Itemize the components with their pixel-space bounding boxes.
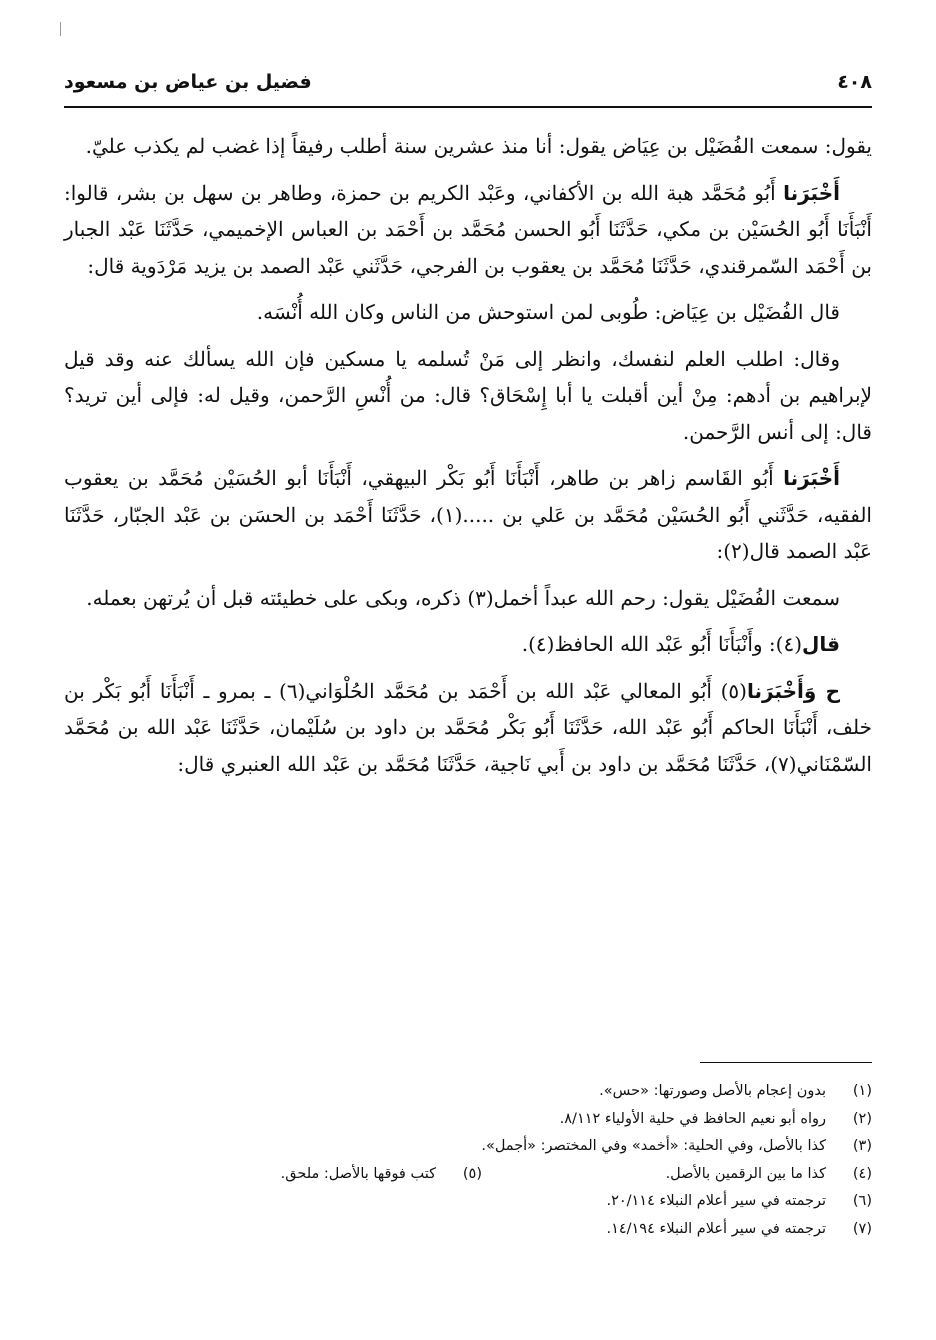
footnote-number: (١) xyxy=(852,1083,872,1099)
footnote-number: (٥) xyxy=(462,1165,482,1182)
paragraph xyxy=(64,341,872,451)
footnote-number: (٧) xyxy=(852,1220,872,1237)
footnote-number: (٦) xyxy=(852,1193,872,1209)
paragraph-lead: أَخْبَرَنا xyxy=(783,180,840,205)
margin-mark xyxy=(60,22,61,36)
footnote-row xyxy=(64,1216,872,1244)
paragraph-text: يقول: سمعت الفُضَيْل بن عِيَاض يقول: أنا منذ عشرين سنة أطلب رفيقاً إذا غضب لم يكذب عليّ. xyxy=(85,134,872,158)
footnote-row xyxy=(64,1078,872,1106)
paragraph-lead: أَخْبَرَنا xyxy=(783,466,840,490)
footnote-text: ترجمته في سير أعلام النبلاء ٢٠/١١٤. xyxy=(606,1193,826,1209)
footnote-text: كذا ما بين الرقمين بالأصل. xyxy=(665,1165,826,1182)
paragraph-text: قال الفُضَيْل بن عِيَاض: طُوبى لمن استوحش من الناس وكان الله أُنْسَه. xyxy=(256,300,840,324)
footnote-text: كذا بالأصل، وفي الحلية: «أخمد» وفي المختصر: «أجمل». xyxy=(481,1138,826,1154)
page-number: ٤٠٨ xyxy=(837,71,872,93)
footnote-row xyxy=(64,1188,872,1216)
paragraph xyxy=(64,626,872,663)
footnotes xyxy=(64,1078,872,1243)
footnote-text: كتب فوقها بالأصل: ملحق. xyxy=(280,1165,436,1182)
footnote xyxy=(599,1078,872,1106)
paragraph xyxy=(64,294,872,331)
paragraph-lead: ح وَأَخْبَرَنا xyxy=(746,678,840,703)
paragraph-text: (٥) أَبُو المعالي عَبْد الله بن أَحْمَد بن مُحَمَّد الحُلْوَاني(٦) ـ بمرو ـ أَنْبَأَنَا أَبُو بَكْر بن خلف، أَنْبَأَنَا الحاكم أَبُو عَبْد الله، حَدَّثَنَا أَبُو بَكْر مُحَمَّد بن داود بن سُلَيْمان، حَدَّثَنَا عَبْد الله بن مُحَمَّد السّمْنَاني(٧)، حَدَّثَنَا مُحَمَّد بن داود بن أَبي نَاجية، حَدَّثَنَا مُحَمَّد بن عَبْد الله العنبري قال: xyxy=(64,678,872,776)
footnote-text: بدون إعجام بالأصل وصورتها: «حس». xyxy=(599,1083,826,1099)
header-rule xyxy=(64,106,872,108)
paragraph-text: (٤): وأَنْبَأَنَا أَبُو عَبْد الله الحافظ(٤). xyxy=(521,632,803,656)
footnote-row xyxy=(64,1106,872,1134)
paragraph xyxy=(64,580,872,617)
running-title: فضيل بن عياض بن مسعود xyxy=(64,71,312,93)
footnote-number: (٣) xyxy=(852,1138,872,1154)
footnote-row xyxy=(64,1133,872,1161)
footnote-text: رواه أبو نعيم الحافظ في حلية الأولياء ٨/١١٢. xyxy=(559,1110,826,1127)
paragraph-text: أَبُو مُحَمَّد هبة الله بن الأكفاني، وعَبْد الكريم بن حمزة، وطاهر بن سهل بن بشر، قالوا: أَنْبَأَنَا أَبُو الحُسَيْن بن مكي، حَدَّثَنَا أَبُو الحسن مُحَمَّد بن أَحْمَد بن العباس الإخميمي، حَدَّثَنَا عَبْد الجبار بن أَحْمَد السّمرقندي، حَدَّثَنَا مُحَمَّد بن يعقوب بن الفرجي، حَدَّثَني عَبْد الصمد بن يزيد مَرْدَوية قال: xyxy=(64,180,872,278)
footnote-rule xyxy=(700,1062,872,1063)
footnote xyxy=(606,1216,872,1244)
paragraph-text: أَبُو القَاسم زاهر بن طاهر، أَنْبَأَنَا أَبُو بَكْر البيهقي، أَنْبَأَنَا أبو الحُسَيْن مُحَمَّد بن يعقوب الفقيه، حَدَّثَني أَبُو الحُسَيْن مُحَمَّد بن عَلي بن .....(١)، حَدَّثَنَا أَحْمَد بن الحسَن بن عَبْد الجبّار، حَدَّثَنَا عَبْد الصمد قال(٢): xyxy=(64,466,872,563)
paragraph-lead: قال xyxy=(802,632,840,656)
paragraph xyxy=(64,460,872,570)
footnote xyxy=(606,1188,872,1216)
paragraph-text: وقال: اطلب العلم لنفسك، وانظر إلى مَنْ تُسلمه يا مسكين فإن الله يسألك عنه وقد قيل لإبراهيم بن أدهم: مِنْ أين أقبلت يا أبا إِسْحَاق؟ قال: من أُنْسِ الرَّحمن، وقيل له: فإلى أين تريد؟ قال: إلى أنس الرَّحمن. xyxy=(64,346,872,444)
footnote xyxy=(560,1106,872,1134)
footnote xyxy=(542,1161,872,1189)
footnote-number: (٢) xyxy=(852,1110,872,1127)
page-header xyxy=(64,62,872,102)
footnote-text: ترجمته في سير أعلام النبلاء ١٤/١٩٤. xyxy=(606,1220,826,1237)
paragraph-text: سمعت الفُضَيْل يقول: رحم الله عبداً أخمل(٣) ذكره، وبكى على خطيئته قبل أن يُرتهن بعمله. xyxy=(86,585,840,610)
paragraph xyxy=(64,175,872,285)
paragraph xyxy=(64,128,872,165)
main-text xyxy=(64,128,872,792)
footnote xyxy=(281,1161,482,1189)
footnote xyxy=(481,1133,872,1161)
paragraph xyxy=(64,673,872,783)
footnote-row xyxy=(64,1161,872,1189)
footnote-number: (٤) xyxy=(852,1165,872,1182)
